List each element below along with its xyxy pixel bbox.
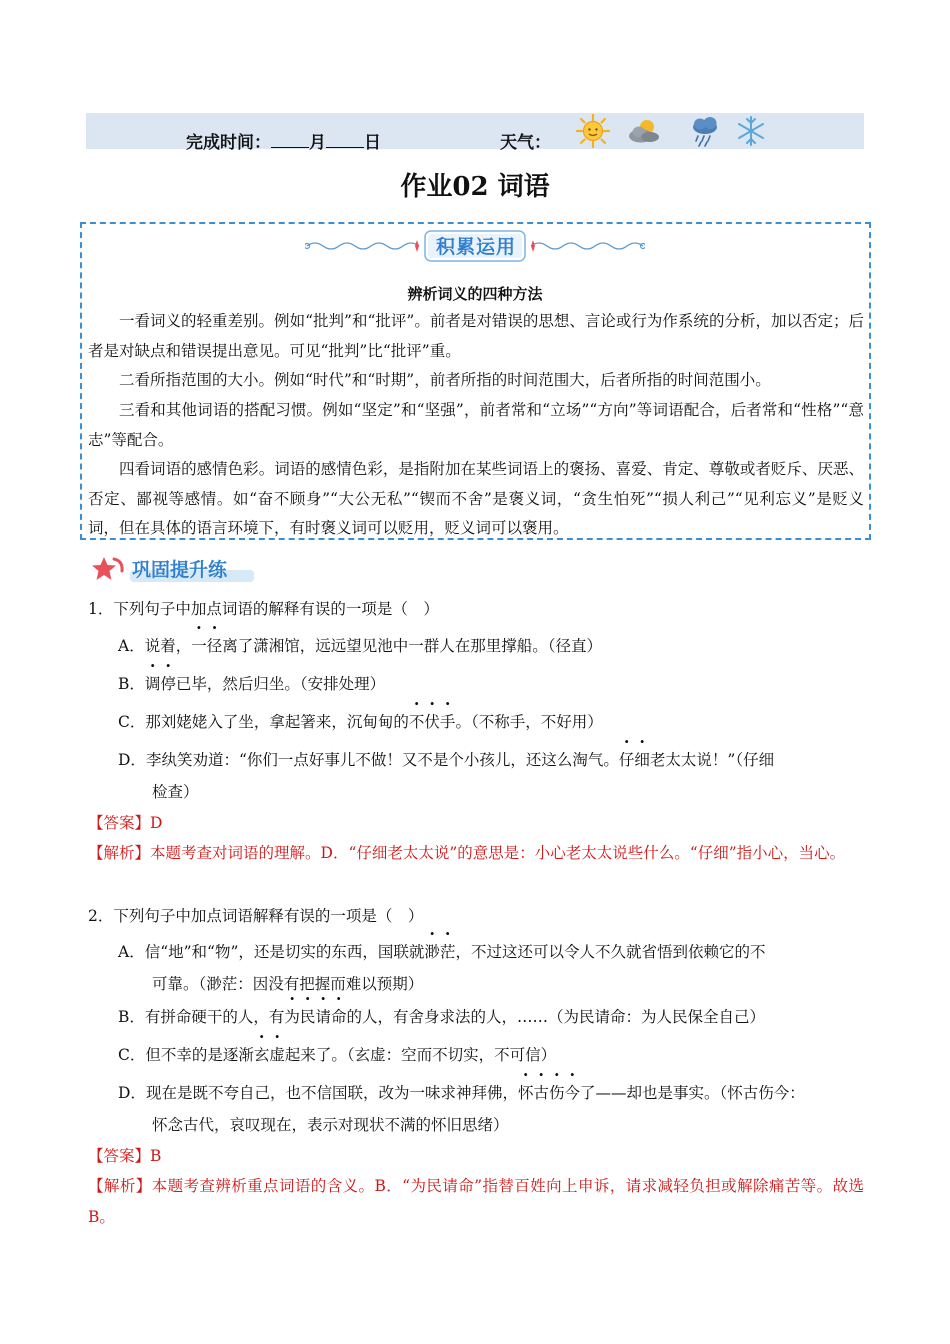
answer-value: B <box>150 1147 162 1165</box>
answer <box>88 1144 161 1168</box>
dotted-char: 茫 <box>439 943 456 961</box>
option-label: A． <box>118 637 145 655</box>
option-a[interactable] <box>118 634 602 658</box>
analysis-text: 本题考查对词语的理解。D．“仔细老太太说”的意思是：小心老太太说些什么。“仔细”指小心，当心。 <box>150 844 846 862</box>
month-suffix: 月 <box>309 133 326 153</box>
analysis-label: 【解析】 <box>88 1177 152 1195</box>
page-title: 作业02 词语 <box>400 172 550 202</box>
option-d[interactable] <box>118 748 774 772</box>
option-text: 李纨笑劝道：“你们一点好事儿不做！又不是个小孩儿，还这么淘气。 <box>145 751 619 769</box>
answer-label: 【答案】 <box>88 814 151 832</box>
answer-value: D <box>150 814 163 832</box>
dotted-char: 虚 <box>269 1046 285 1064</box>
dotted-char: 径 <box>206 637 223 655</box>
box-paragraph: 二看所指范围的大小。例如“时代”和“时期”，前者所指的时间范围大，后者所指的时间范围小。 <box>119 371 771 389</box>
dotted-char: 细 <box>634 751 650 769</box>
option-label: B． <box>118 675 145 693</box>
option-text: 说着， <box>144 637 192 655</box>
completion-time <box>186 128 381 153</box>
analysis <box>88 838 864 869</box>
dotted-char: 请 <box>315 1008 331 1026</box>
option-label: A． <box>118 943 145 961</box>
option-label: D． <box>118 1084 146 1102</box>
star-icon <box>90 555 126 583</box>
dotted-char: 伤 <box>548 1084 565 1102</box>
option-text: 现在是既不夸自己，也不信国联，改为一味求神拜佛， <box>145 1084 518 1102</box>
option-text: 已毕，然后归坐。（安排处理） <box>175 675 386 693</box>
question-stem: 1．下列句子中加点词语的解释有误的一项是（ ） <box>88 600 439 618</box>
partly-cloudy-icon[interactable] <box>626 114 662 148</box>
option-text: 离了潇湘馆，远远望见池中一群人在那里撑船。（径直） <box>222 637 603 655</box>
month-blank[interactable] <box>271 134 309 148</box>
option-text: 起来了。（玄虚：空而不切实，不可信） <box>284 1046 557 1064</box>
box-subtitle: 辨析词义的四种方法 <box>407 285 543 303</box>
option-d[interactable] <box>118 1081 805 1105</box>
option-label: B． <box>118 1008 145 1026</box>
box-paragraph: 一看词义的轻重差别。例如“批判”和“批评”。前者是对错误的思想、言论或行为作系统的分析，加以否定；后者是对缺点和错误提出意见。可见“批判”比“批评”重。 <box>88 312 864 360</box>
option-text: 信“地”和“物”，还是切实的东西，国联就 <box>144 943 425 961</box>
dotted-char: 调 <box>144 675 161 693</box>
option-text: 了——却也是事实。（怀古伤今： <box>580 1084 805 1102</box>
option-text: 的人，有舍身求法的人，……（为民请命：为人民保全自己） <box>346 1008 765 1026</box>
option-text: 有拼命硬干的人，有 <box>144 1008 285 1026</box>
question-stem: 2．下列句子中加点词语解释有误的一项是（ ） <box>88 907 424 925</box>
day-suffix: 日 <box>364 133 381 153</box>
answer-label: 【答案】 <box>88 1147 151 1165</box>
option-text: 那刘姥姥入了坐，拿起箸来，沉甸甸的 <box>145 713 409 731</box>
option-text: 老太太说！”（仔细 <box>649 751 775 769</box>
dotted-char: 今 <box>564 1084 581 1102</box>
option-text: 但不幸的是逐渐 <box>145 1046 254 1064</box>
dotted-char: 为 <box>284 1008 300 1026</box>
banner-title: 积累运用 <box>435 236 516 258</box>
dotted-char: 古 <box>533 1084 549 1102</box>
dotted-char: 怀 <box>517 1084 534 1102</box>
sun-icon[interactable] <box>575 114 611 148</box>
option-label: C． <box>118 713 146 731</box>
rain-cloud-icon[interactable] <box>688 114 724 148</box>
option-label: D． <box>118 751 146 769</box>
analysis-text: 本题考查辨析重点词语的含义。B．“为民请命”指替百姓向上申诉，请求减轻负担或解除痛苦等。故选B。 <box>88 1177 864 1226</box>
box-paragraph: 三看和其他词语的搭配习惯。例如“坚定”和“坚强”，前者常和“立场”“方向”等词语配合，后者常和“性格”“意志”等配合。 <box>88 401 864 449</box>
dotted-char: 一 <box>191 637 207 655</box>
dotted-char: 民 <box>299 1008 316 1026</box>
option-c[interactable] <box>118 1043 556 1067</box>
analysis-label: 【解析】 <box>88 844 151 862</box>
dotted-char: 伏 <box>424 713 440 731</box>
option-text: 。（不称手，不好用） <box>455 713 603 731</box>
weather-label: 天气： <box>500 133 551 153</box>
completion-label: 完成时间： <box>186 133 271 153</box>
option-d-continuation: 怀念古代，哀叹现在，表示对现状不满的怀旧思绪） <box>152 1116 509 1134</box>
option-b[interactable] <box>118 1005 765 1029</box>
option-a[interactable] <box>118 940 765 964</box>
dotted-char: 命 <box>330 1008 347 1026</box>
box-paragraph: 四看词语的感情色彩。词语的感情色彩，是指附加在某些词语上的褒扬、喜爱、肯定、尊敬或者贬斥、厌恶、否定、鄙视等感情。如“奋不顾身”“大公无私”“锲而不舍”是褒义词，“贪生怕死”“损人利己”“见利忘义”是贬义词，但在具体的语言环境下，有时褒义词可以贬用，贬义词可以褒用。 <box>88 460 864 537</box>
dotted-char: 玄 <box>253 1046 270 1064</box>
section-title: 巩固提升练 <box>132 559 228 581</box>
answer <box>88 811 162 835</box>
snowflake-icon[interactable] <box>733 114 769 148</box>
option-d-continuation: 检查） <box>152 783 199 801</box>
dotted-char: 停 <box>160 675 176 693</box>
option-b[interactable] <box>118 672 385 696</box>
option-text: ，不过这还可以令人不久就省悟到依赖它的不 <box>455 943 766 961</box>
dotted-char: 不 <box>408 713 425 731</box>
day-blank[interactable] <box>326 134 364 148</box>
option-a-continuation: 可靠。（渺茫：因没有把握而难以预期） <box>152 975 424 993</box>
dotted-char: 仔 <box>618 751 635 769</box>
option-label: C． <box>118 1046 146 1064</box>
analysis <box>88 1171 864 1233</box>
dotted-char: 手 <box>439 713 456 731</box>
dotted-char: 渺 <box>424 943 440 961</box>
option-c[interactable] <box>118 710 603 734</box>
